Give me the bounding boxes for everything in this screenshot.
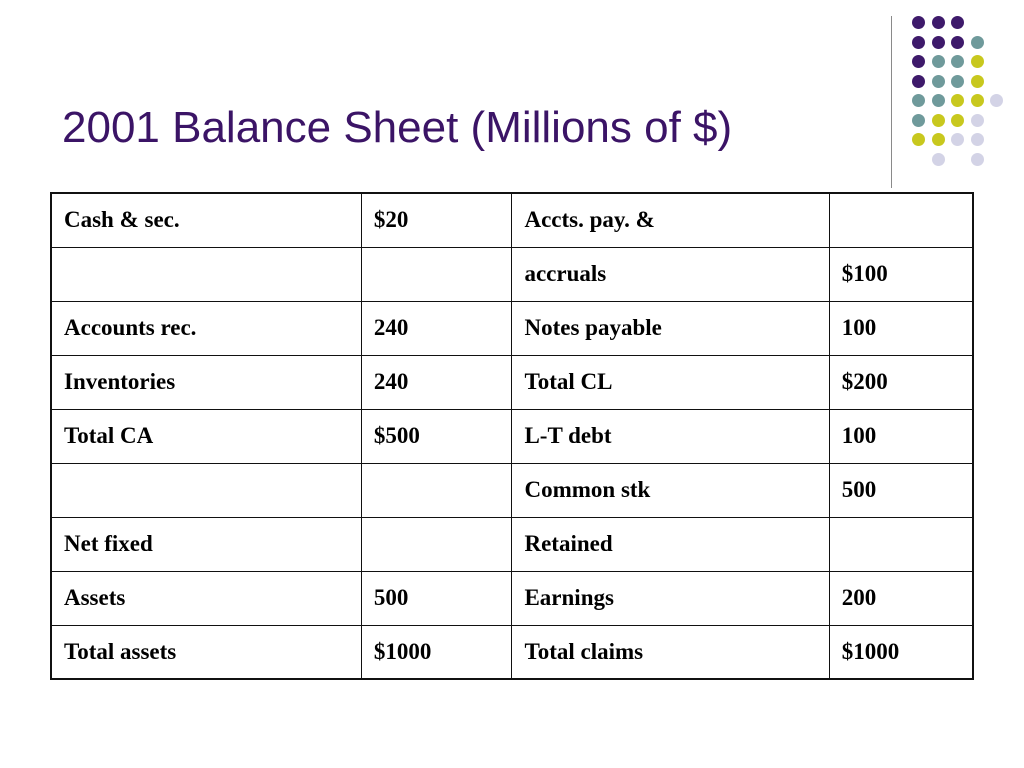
table-cell: Cash & sec. <box>51 193 361 247</box>
table-cell: $200 <box>829 355 973 409</box>
table-cell: 200 <box>829 571 973 625</box>
table-cell <box>361 463 512 517</box>
table-cell: Retained <box>512 517 829 571</box>
table-row <box>51 571 973 625</box>
table-cell: $500 <box>361 409 512 463</box>
table-cell: Assets <box>51 571 361 625</box>
table-row <box>51 625 973 679</box>
table-cell <box>51 463 361 517</box>
table-cell: Total CL <box>512 355 829 409</box>
slide-title: 2001 Balance Sheet (Millions of $) <box>62 103 733 152</box>
decorative-dot <box>912 55 925 68</box>
table-row <box>51 247 973 301</box>
table-cell: $1000 <box>361 625 512 679</box>
decorative-dot <box>932 16 945 29</box>
decorative-dot <box>932 133 945 146</box>
table-cell: Accts. pay. & <box>512 193 829 247</box>
decorative-dot <box>971 94 984 107</box>
table-row <box>51 517 973 571</box>
table-cell <box>51 247 361 301</box>
balance-sheet-table <box>50 192 974 680</box>
decorative-dot <box>912 94 925 107</box>
decorative-dot <box>951 16 964 29</box>
decorative-dot <box>932 55 945 68</box>
table-cell <box>829 193 973 247</box>
decorative-dot <box>951 133 964 146</box>
decorative-dot <box>971 114 984 127</box>
decorative-dot <box>932 94 945 107</box>
table-row <box>51 463 973 517</box>
table-cell <box>361 247 512 301</box>
table-row <box>51 409 973 463</box>
table-cell: Inventories <box>51 355 361 409</box>
decorative-divider-line <box>891 16 892 188</box>
table-cell: $1000 <box>829 625 973 679</box>
decorative-dot <box>951 114 964 127</box>
table-cell: Total CA <box>51 409 361 463</box>
table-row <box>51 193 973 247</box>
table-cell <box>361 517 512 571</box>
decorative-dot <box>951 55 964 68</box>
decorative-dot <box>951 94 964 107</box>
table-cell <box>829 517 973 571</box>
table-cell: 100 <box>829 409 973 463</box>
decorative-dot <box>912 16 925 29</box>
table-cell: 500 <box>361 571 512 625</box>
decorative-dot <box>971 75 984 88</box>
table-row <box>51 301 973 355</box>
decorative-dot <box>971 55 984 68</box>
decorative-dot <box>912 36 925 49</box>
decorative-dot <box>912 75 925 88</box>
table-cell: Earnings <box>512 571 829 625</box>
decorative-dot <box>912 133 925 146</box>
table-cell: Total claims <box>512 625 829 679</box>
table-row <box>51 355 973 409</box>
decorative-dot <box>912 114 925 127</box>
decorative-dot <box>971 36 984 49</box>
table-cell: Notes payable <box>512 301 829 355</box>
table-cell: 240 <box>361 301 512 355</box>
decorative-dot <box>971 153 984 166</box>
decorative-dot <box>951 36 964 49</box>
decorative-dot <box>951 75 964 88</box>
table-cell: Accounts rec. <box>51 301 361 355</box>
table-cell: Common stk <box>512 463 829 517</box>
table-cell: Total assets <box>51 625 361 679</box>
table-cell: L-T debt <box>512 409 829 463</box>
decorative-dot <box>932 153 945 166</box>
table-cell: accruals <box>512 247 829 301</box>
decorative-dot <box>932 36 945 49</box>
table-cell: Net fixed <box>51 517 361 571</box>
decorative-dot <box>932 75 945 88</box>
decorative-dot <box>932 114 945 127</box>
table-cell: $100 <box>829 247 973 301</box>
table-cell: 100 <box>829 301 973 355</box>
decorative-dot <box>971 133 984 146</box>
table-cell: $20 <box>361 193 512 247</box>
decorative-dot <box>990 94 1003 107</box>
table-cell: 240 <box>361 355 512 409</box>
table-cell: 500 <box>829 463 973 517</box>
